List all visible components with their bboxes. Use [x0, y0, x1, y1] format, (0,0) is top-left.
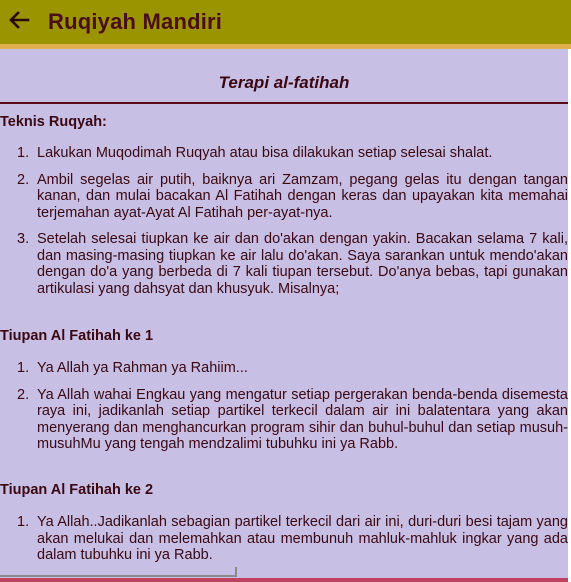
steps-list-tiupan-2: [0, 514, 568, 574]
section-heading-tiupan-1: Tiupan Al Fatihah ke 1: [0, 328, 154, 344]
list-item: 2. Ambil segelas air putih, baiknya ari Zamzam, pegang gelas itu dengan tangan kanan, dan mulai bacakan Al Fatihah dengan keras dan upayakan kita memahai terjemahan ayat-Ayat Al Fatihah per-ayat-nya.: [17, 171, 568, 221]
list-item: 1. Ya Allah ya Rahman ya Rahiim...: [17, 360, 248, 376]
list-item: 1. Ya Allah..Jadikanlah sebagian partikel terkecil dari air ini, duri-duri besi tajam yang akan melukai dan melemahkan atau membunuh mahluk-mahluk ingkar yang ada dalam tubuhku ini ya Rabb.: [17, 514, 568, 563]
list-item: 2. Ya Allah wahai Engkau yang mengatur setiap pergerakan benda-benda disemesta raya ini, jadikanlah setiap partikel terkecil dalam air ini balatentara yang akan menyerang dan menghancurkan program sihir dan buhul-buhul dan setiap musuh-musuhMu yang tengah mendzalimi tubuhku ini ya Rabb.: [17, 386, 568, 452]
section-heading-tiupan-2: Tiupan Al Fatihah ke 2: [0, 482, 154, 498]
page-title: Terapi al-fatihah: [218, 73, 350, 92]
title-divider: [0, 102, 568, 104]
list-item: 1. Lakukan Muqodimah Ruqyah atau bisa dilakukan setiap selesai shalat.: [17, 145, 493, 161]
back-button[interactable]: [0, 0, 38, 44]
section-heading-teknis: Teknis Ruqyah:: [0, 114, 107, 130]
app-title: Ruqiyah Mandiri: [48, 9, 223, 34]
list-item: 3. Setelah selesai tiupkan ke air dan do'akan dengan yakin. Bacakan selama 7 kali, dan masing-masing tiupkan ke air lalu do'akan. Saya sarankan untuk mendo'akan dengan do'a yang berbeda di 7 kali tiupan tersebut. Do'anya bebas, tapi gunakan artikulasi yang dahsyat dan khusyuk. Misalnya;: [17, 231, 568, 297]
steps-list-teknis: [0, 145, 568, 307]
steps-list-tiupan-1: [0, 360, 568, 463]
scroll-indicator: [0, 567, 237, 577]
bottom-divider: [0, 578, 568, 582]
arrow-left-icon: [8, 10, 30, 35]
app-bar: [0, 0, 571, 44]
article-content[interactable]: [0, 49, 568, 582]
